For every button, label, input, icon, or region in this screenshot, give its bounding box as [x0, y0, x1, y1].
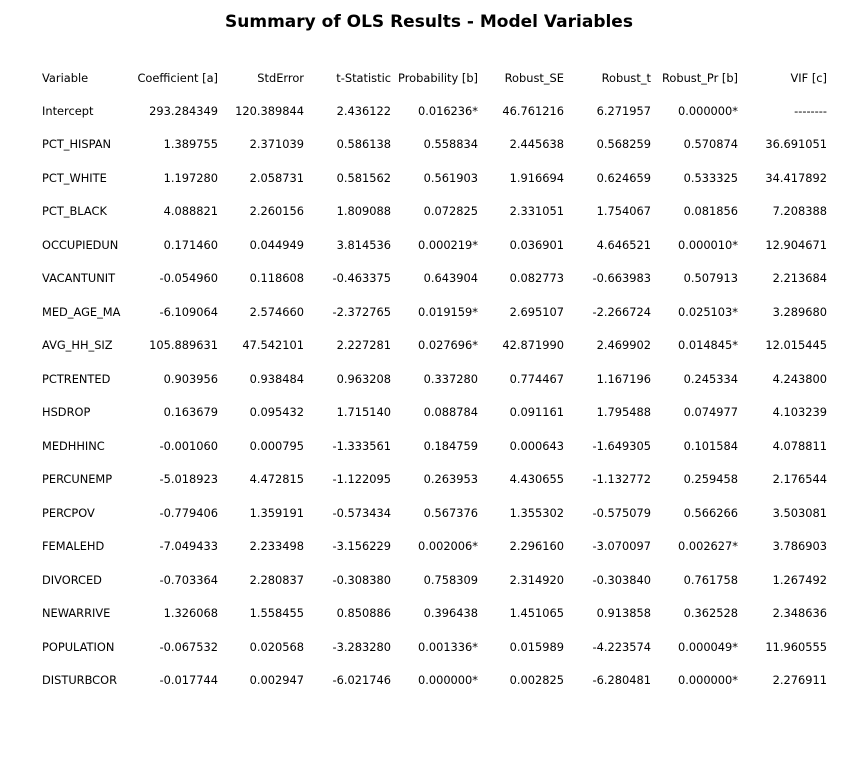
cell-robust-t: -1.132772 — [592, 472, 651, 487]
table-row — [42, 228, 827, 262]
cell-variable: PERCUNEMP — [42, 472, 113, 487]
cell-coefficient: 0.171460 — [163, 237, 218, 252]
cell-robust-se: 1.355302 — [509, 505, 564, 520]
cell-stderror: 2.260156 — [249, 204, 304, 219]
cell-stderror: 0.044949 — [249, 237, 304, 252]
cell-robust-pr: 0.000000* — [677, 103, 738, 118]
cell-probability: 0.027696* — [417, 338, 478, 353]
header-coefficient: Coefficient [a] — [137, 71, 218, 85]
cell-vif: -------- — [794, 103, 827, 118]
cell-robust-t: 0.568259 — [596, 137, 651, 152]
header-probability: Probability [b] — [398, 71, 478, 85]
cell-probability: 0.561903 — [423, 170, 478, 185]
cell-robust-t: -0.663983 — [592, 271, 651, 286]
table-row — [42, 195, 827, 229]
cell-coefficient: -0.779406 — [159, 505, 218, 520]
cell-robust-t: -1.649305 — [592, 438, 651, 453]
cell-stderror: 2.233498 — [249, 539, 304, 554]
cell-stderror: 1.359191 — [249, 505, 304, 520]
cell-t-statistic: 0.850886 — [336, 606, 391, 621]
cell-stderror: 0.002947 — [249, 673, 304, 688]
cell-vif: 2.276911 — [772, 673, 827, 688]
cell-stderror: 2.574660 — [249, 304, 304, 319]
cell-variable: PCT_WHITE — [42, 170, 107, 185]
cell-probability: 0.016236* — [417, 103, 478, 118]
cell-vif: 12.904671 — [765, 237, 827, 252]
cell-robust-pr: 0.761758 — [683, 572, 738, 587]
cell-robust-se: 0.000643 — [509, 438, 564, 453]
cell-t-statistic: -3.156229 — [332, 539, 391, 554]
cell-probability: 0.019159* — [417, 304, 478, 319]
cell-variable: VACANTUNIT — [42, 271, 116, 286]
cell-vif: 3.289680 — [772, 304, 827, 319]
cell-stderror: 0.095432 — [249, 405, 304, 420]
table-row — [42, 664, 827, 698]
cell-robust-se: 1.451065 — [509, 606, 564, 621]
cell-t-statistic: -1.122095 — [332, 472, 391, 487]
cell-vif: 7.208388 — [772, 204, 827, 219]
cell-robust-se: 2.331051 — [509, 204, 564, 219]
cell-stderror: 2.371039 — [249, 137, 304, 152]
cell-coefficient: -6.109064 — [159, 304, 218, 319]
cell-t-statistic: 0.586138 — [336, 137, 391, 152]
cell-t-statistic: 0.581562 — [336, 170, 391, 185]
table-row — [42, 429, 827, 463]
cell-coefficient: 0.163679 — [163, 405, 218, 420]
cell-robust-se: 0.015989 — [509, 639, 564, 654]
cell-robust-pr: 0.000000* — [677, 673, 738, 688]
cell-probability: 0.337280 — [423, 371, 478, 386]
cell-vif: 3.503081 — [772, 505, 827, 520]
cell-probability: 0.263953 — [423, 472, 478, 487]
cell-robust-t: -6.280481 — [592, 673, 651, 688]
cell-variable: PERCPOV — [42, 505, 95, 520]
cell-vif: 2.176544 — [772, 472, 827, 487]
cell-robust-se: 2.445638 — [509, 137, 564, 152]
cell-robust-pr: 0.570874 — [683, 137, 738, 152]
cell-t-statistic: -6.021746 — [332, 673, 391, 688]
ols-results-table — [42, 62, 827, 697]
header-variable: Variable — [42, 71, 89, 85]
cell-robust-t: 6.271957 — [596, 103, 651, 118]
header-robust-pr: Robust_Pr [b] — [661, 71, 738, 85]
cell-probability: 0.000000* — [417, 673, 478, 688]
cell-robust-pr: 0.362528 — [683, 606, 738, 621]
cell-robust-t: -4.223574 — [592, 639, 651, 654]
cell-coefficient: -0.703364 — [159, 572, 218, 587]
table-row — [42, 262, 827, 296]
cell-vif: 11.960555 — [765, 639, 827, 654]
cell-coefficient: -0.067532 — [159, 639, 218, 654]
cell-robust-pr: 0.507913 — [683, 271, 738, 286]
cell-robust-t: -0.575079 — [592, 505, 651, 520]
cell-t-statistic: 1.715140 — [336, 405, 391, 420]
header-robust-t: Robust_t — [601, 71, 651, 85]
cell-coefficient: -5.018923 — [159, 472, 218, 487]
cell-robust-t: 1.167196 — [596, 371, 651, 386]
cell-robust-pr: 0.025103* — [677, 304, 738, 319]
cell-vif: 1.267492 — [772, 572, 827, 587]
cell-vif: 4.078811 — [772, 438, 827, 453]
table-row — [42, 530, 827, 564]
table-row — [42, 161, 827, 195]
cell-vif: 2.213684 — [772, 271, 827, 286]
cell-probability: 0.396438 — [423, 606, 478, 621]
cell-robust-se: 42.871990 — [502, 338, 564, 353]
cell-vif: 4.103239 — [772, 405, 827, 420]
cell-coefficient: -7.049433 — [159, 539, 218, 554]
cell-robust-pr: 0.000049* — [677, 639, 738, 654]
cell-variable: Intercept — [42, 103, 94, 118]
cell-vif: 3.786903 — [772, 539, 827, 554]
cell-coefficient: 1.389755 — [163, 137, 218, 152]
cell-t-statistic: -3.283280 — [332, 639, 391, 654]
cell-t-statistic: -2.372765 — [332, 304, 391, 319]
table-row — [42, 563, 827, 597]
cell-coefficient: 293.284349 — [149, 103, 218, 118]
header-robust-se: Robust_SE — [504, 71, 564, 85]
cell-probability: 0.072825 — [423, 204, 478, 219]
cell-variable: DIVORCED — [42, 572, 102, 587]
cell-t-statistic: 0.963208 — [336, 371, 391, 386]
cell-stderror: 120.389844 — [235, 103, 304, 118]
cell-coefficient: 105.889631 — [149, 338, 218, 353]
cell-robust-pr: 0.002627* — [677, 539, 738, 554]
cell-t-statistic: 2.436122 — [336, 103, 391, 118]
cell-robust-t: 2.469902 — [596, 338, 651, 353]
cell-robust-pr: 0.000010* — [677, 237, 738, 252]
cell-robust-t: 1.754067 — [596, 204, 651, 219]
cell-stderror: 0.020568 — [249, 639, 304, 654]
cell-stderror: 1.558455 — [249, 606, 304, 621]
cell-probability: 0.758309 — [423, 572, 478, 587]
cell-stderror: 2.280837 — [249, 572, 304, 587]
cell-probability: 0.088784 — [423, 405, 478, 420]
cell-stderror: 47.542101 — [242, 338, 304, 353]
cell-probability: 0.567376 — [423, 505, 478, 520]
cell-coefficient: -0.054960 — [159, 271, 218, 286]
cell-robust-se: 0.082773 — [509, 271, 564, 286]
cell-t-statistic: -1.333561 — [332, 438, 391, 453]
table-row — [42, 463, 827, 497]
cell-robust-se: 2.695107 — [509, 304, 564, 319]
cell-robust-se: 0.091161 — [509, 405, 564, 420]
cell-stderror: 2.058731 — [249, 170, 304, 185]
cell-variable: NEWARRIVE — [42, 606, 111, 621]
cell-robust-pr: 0.101584 — [683, 438, 738, 453]
cell-robust-se: 2.296160 — [509, 539, 564, 554]
cell-t-statistic: 3.814536 — [336, 237, 391, 252]
cell-variable: MED_AGE_MA — [42, 304, 121, 319]
cell-vif: 34.417892 — [765, 170, 827, 185]
cell-robust-se: 0.002825 — [509, 673, 564, 688]
table-row — [42, 630, 827, 664]
cell-coefficient: 1.197280 — [163, 170, 218, 185]
cell-robust-se: 0.036901 — [509, 237, 564, 252]
cell-t-statistic: -0.308380 — [332, 572, 391, 587]
cell-probability: 0.000219* — [417, 237, 478, 252]
cell-stderror: 4.472815 — [249, 472, 304, 487]
cell-robust-se: 1.916694 — [509, 170, 564, 185]
table-row — [42, 329, 827, 363]
cell-variable: AVG_HH_SIZ — [42, 338, 113, 353]
cell-coefficient: 0.903956 — [163, 371, 218, 386]
table-row — [42, 597, 827, 631]
cell-coefficient: 4.088821 — [163, 204, 218, 219]
header-vif: VIF [c] — [790, 71, 827, 85]
cell-t-statistic: -0.573434 — [332, 505, 391, 520]
cell-robust-pr: 0.014845* — [677, 338, 738, 353]
cell-robust-se: 46.761216 — [502, 103, 564, 118]
cell-robust-se: 0.774467 — [509, 371, 564, 386]
table-row — [42, 362, 827, 396]
cell-stderror: 0.938484 — [249, 371, 304, 386]
table-row — [42, 94, 827, 128]
table-row — [42, 496, 827, 530]
cell-t-statistic: 1.809088 — [336, 204, 391, 219]
cell-variable: HSDROP — [42, 405, 91, 420]
cell-t-statistic: 2.227281 — [336, 338, 391, 353]
cell-coefficient: 1.326068 — [163, 606, 218, 621]
cell-robust-t: -3.070097 — [592, 539, 651, 554]
table-row — [42, 396, 827, 430]
cell-variable: OCCUPIEDUN — [42, 237, 119, 252]
cell-robust-pr: 0.566266 — [683, 505, 738, 520]
cell-robust-pr: 0.245334 — [683, 371, 738, 386]
cell-vif: 2.348636 — [772, 606, 827, 621]
cell-vif: 12.015445 — [765, 338, 827, 353]
cell-robust-t: 1.795488 — [596, 405, 651, 420]
header-stderror: StdError — [257, 71, 304, 85]
table-row — [42, 128, 827, 162]
table-row — [42, 295, 827, 329]
cell-robust-pr: 0.533325 — [683, 170, 738, 185]
cell-robust-t: -0.303840 — [592, 572, 651, 587]
cell-robust-se: 4.430655 — [509, 472, 564, 487]
table-body — [42, 94, 827, 697]
cell-variable: POPULATION — [42, 639, 115, 654]
cell-stderror: 0.118608 — [249, 271, 304, 286]
cell-variable: MEDHHINC — [42, 438, 105, 453]
cell-robust-t: 0.624659 — [596, 170, 651, 185]
cell-robust-t: 0.913858 — [596, 606, 651, 621]
cell-robust-pr: 0.081856 — [683, 204, 738, 219]
header-row — [42, 62, 827, 94]
cell-stderror: 0.000795 — [249, 438, 304, 453]
cell-variable: PCT_HISPAN — [42, 137, 112, 152]
cell-variable: DISTURBCOR — [42, 673, 118, 688]
cell-variable: FEMALEHD — [42, 539, 105, 554]
cell-coefficient: -0.017744 — [159, 673, 218, 688]
cell-coefficient: -0.001060 — [159, 438, 218, 453]
cell-probability: 0.558834 — [423, 137, 478, 152]
cell-probability: 0.184759 — [423, 438, 478, 453]
cell-probability: 0.002006* — [417, 539, 478, 554]
header-t-statistic: t-Statistic — [336, 71, 391, 85]
cell-variable: PCTRENTED — [42, 371, 111, 386]
cell-t-statistic: -0.463375 — [332, 271, 391, 286]
cell-vif: 36.691051 — [765, 137, 827, 152]
cell-probability: 0.643904 — [423, 271, 478, 286]
cell-robust-pr: 0.074977 — [683, 405, 738, 420]
cell-robust-t: 4.646521 — [596, 237, 651, 252]
cell-variable: PCT_BLACK — [42, 204, 107, 219]
cell-vif: 4.243800 — [772, 371, 827, 386]
cell-robust-pr: 0.259458 — [683, 472, 738, 487]
cell-robust-t: -2.266724 — [592, 304, 651, 319]
cell-robust-se: 2.314920 — [509, 572, 564, 587]
report-title: Summary of OLS Results - Model Variables — [225, 12, 633, 32]
cell-probability: 0.001336* — [417, 639, 478, 654]
